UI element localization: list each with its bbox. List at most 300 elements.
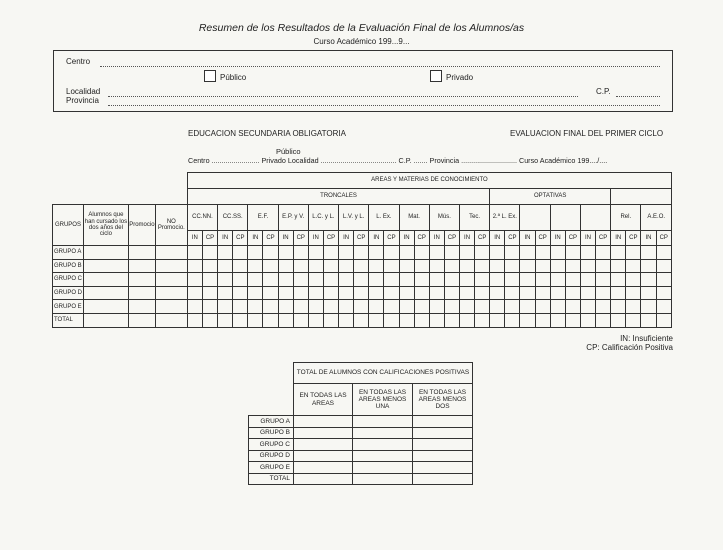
grid-cell[interactable] (384, 313, 399, 327)
grid-cell[interactable] (580, 300, 595, 314)
grid-cell[interactable] (656, 273, 671, 287)
course-year: Curso Académico 199...9... (313, 37, 410, 46)
grid-cell[interactable] (202, 313, 217, 327)
grid-cell[interactable] (444, 259, 459, 273)
grid-cell[interactable] (444, 300, 459, 314)
grid-cell[interactable] (83, 246, 128, 260)
grid-cell[interactable] (596, 286, 611, 300)
grid-cell[interactable] (459, 273, 474, 287)
summary-cell[interactable] (353, 462, 413, 474)
grid-cell[interactable] (323, 286, 338, 300)
grid-cell[interactable] (339, 246, 354, 260)
grid-cell[interactable] (278, 246, 293, 260)
grid-cell[interactable] (611, 273, 626, 287)
grid-cell[interactable] (155, 273, 187, 287)
grid-cell[interactable] (505, 286, 520, 300)
localidad-field[interactable] (108, 96, 578, 97)
provincia-field[interactable] (108, 105, 660, 106)
grid-cell[interactable] (535, 273, 550, 287)
subject-header: Mús. (429, 205, 459, 231)
cp-header: CP (565, 231, 580, 246)
summary-cell[interactable] (413, 462, 473, 474)
grid-cell[interactable] (414, 313, 429, 327)
summary-cell[interactable] (353, 450, 413, 462)
summary-cell[interactable] (294, 439, 353, 451)
grid-cell[interactable] (490, 273, 505, 287)
grid-cell[interactable] (248, 286, 263, 300)
grid-cell[interactable] (202, 259, 217, 273)
grid-cell[interactable] (475, 273, 490, 287)
col-no-promocio: NO Promocio. (155, 205, 187, 246)
summary-cell[interactable] (294, 450, 353, 462)
group-label: GRUPO E (53, 300, 84, 314)
grid-cell[interactable] (611, 286, 626, 300)
grid-cell[interactable] (520, 246, 535, 260)
grid-cell[interactable] (263, 273, 278, 287)
grid-cell[interactable] (475, 286, 490, 300)
grid-cell[interactable] (611, 313, 626, 327)
grid-cell[interactable] (83, 313, 128, 327)
grid-cell[interactable] (414, 259, 429, 273)
grid-cell[interactable] (369, 313, 384, 327)
grid-cell[interactable] (202, 300, 217, 314)
grid-cell[interactable] (354, 259, 369, 273)
grid-cell[interactable] (505, 313, 520, 327)
grid-cell[interactable] (490, 259, 505, 273)
grid-cell[interactable] (565, 300, 580, 314)
grid-cell[interactable] (429, 273, 444, 287)
grid-cell[interactable] (155, 259, 187, 273)
grid-cell[interactable] (444, 286, 459, 300)
grid-cell[interactable] (278, 313, 293, 327)
grid-cell[interactable] (233, 300, 248, 314)
summary-corner-blank (249, 363, 294, 416)
grid-cell[interactable] (187, 300, 202, 314)
summary-cell[interactable] (294, 473, 353, 485)
grid-cell[interactable] (611, 246, 626, 260)
summary-cell[interactable] (353, 416, 413, 428)
grid-cell[interactable] (520, 286, 535, 300)
grid-cell[interactable] (293, 286, 308, 300)
summary-cell[interactable] (294, 462, 353, 474)
grid-cell[interactable] (641, 313, 656, 327)
grid-cell[interactable] (520, 259, 535, 273)
grid-cell[interactable] (520, 300, 535, 314)
grid-cell[interactable] (202, 246, 217, 260)
grid-cell[interactable] (354, 286, 369, 300)
grid-cell[interactable] (218, 286, 233, 300)
grid-cell[interactable] (580, 259, 595, 273)
grid-cell[interactable] (596, 273, 611, 287)
summary-cell[interactable] (413, 473, 473, 485)
subject-header: Rel. (611, 205, 641, 231)
grid-cell[interactable] (83, 300, 128, 314)
grid-cell[interactable] (596, 313, 611, 327)
grid-cell[interactable] (354, 273, 369, 287)
grid-cell[interactable] (339, 286, 354, 300)
grid-cell[interactable] (459, 300, 474, 314)
summary-row (249, 416, 473, 428)
grid-cell[interactable] (354, 246, 369, 260)
grid-cell[interactable] (369, 273, 384, 287)
cp-header: CP (596, 231, 611, 246)
subject-header: E.P. y V. (278, 205, 308, 231)
results-table (52, 172, 672, 328)
grid-cell[interactable] (611, 300, 626, 314)
areas-header: AREAS Y MATERIAS DE CONOCIMIENTO (187, 173, 671, 189)
grid-cell[interactable] (218, 246, 233, 260)
grid-cell[interactable] (218, 300, 233, 314)
grid-cell[interactable] (369, 246, 384, 260)
grid-cell[interactable] (128, 246, 155, 260)
summary-cell[interactable] (413, 427, 473, 439)
grid-cell[interactable] (384, 273, 399, 287)
grid-cell[interactable] (459, 246, 474, 260)
grid-cell[interactable] (248, 313, 263, 327)
grid-cell[interactable] (399, 300, 414, 314)
grid-cell[interactable] (263, 300, 278, 314)
in-header: IN (580, 231, 595, 246)
center-details-line: Centro ........................ Privado Localidad ...................................... C.P. ....... Provincia ............................ Curso Académico 199..../.... (188, 156, 608, 165)
grid-cell[interactable] (187, 286, 202, 300)
provincia-label: Provincia (66, 96, 99, 105)
group-label: GRUPO D (53, 286, 84, 300)
grid-cell[interactable] (429, 300, 444, 314)
group-label: TOTAL (53, 313, 84, 327)
grid-cell[interactable] (565, 313, 580, 327)
summary-cell[interactable] (413, 439, 473, 451)
summary-cell[interactable] (413, 416, 473, 428)
grid-cell[interactable] (369, 300, 384, 314)
grid-cell[interactable] (218, 259, 233, 273)
grid-cell[interactable] (155, 313, 187, 327)
summary-row-label: GRUPO E (249, 462, 294, 474)
summary-cell[interactable] (413, 450, 473, 462)
grid-cell[interactable] (626, 273, 641, 287)
grid-cell[interactable] (369, 286, 384, 300)
in-header: IN (520, 231, 535, 246)
cp-header: CP (475, 231, 490, 246)
in-header: IN (641, 231, 656, 246)
legend-cp: CP: Calificación Positiva (586, 343, 673, 352)
grid-cell[interactable] (505, 246, 520, 260)
in-header: IN (369, 231, 384, 246)
grid-cell[interactable] (520, 313, 535, 327)
publico-label: Público (220, 73, 247, 82)
grid-cell[interactable] (218, 273, 233, 287)
summary-row (249, 450, 473, 462)
grid-cell[interactable] (414, 300, 429, 314)
grid-cell[interactable] (248, 300, 263, 314)
group-label: GRUPO B (53, 259, 84, 273)
grid-cell[interactable] (429, 286, 444, 300)
subject-header: E.F. (248, 205, 278, 231)
cp-header: CP (505, 231, 520, 246)
grid-cell[interactable] (384, 300, 399, 314)
col-alumnos: Alumnos que han cursado los dos años del ciclo (83, 205, 128, 246)
grid-cell[interactable] (293, 300, 308, 314)
grid-cell[interactable] (550, 259, 565, 273)
grid-cell[interactable] (475, 246, 490, 260)
grid-cell[interactable] (490, 286, 505, 300)
grid-cell[interactable] (550, 300, 565, 314)
in-header: IN (187, 231, 202, 246)
summary-row-label: GRUPO C (249, 439, 294, 451)
grid-cell[interactable] (323, 259, 338, 273)
grid-cell[interactable] (565, 286, 580, 300)
grid-cell[interactable] (399, 286, 414, 300)
grid-cell[interactable] (565, 259, 580, 273)
grid-cell[interactable] (187, 313, 202, 327)
subject-header: L. Ex. (369, 205, 399, 231)
grid-cell[interactable] (535, 246, 550, 260)
centro-field[interactable] (100, 66, 660, 67)
summary-row (249, 427, 473, 439)
grid-cell[interactable] (323, 300, 338, 314)
summary-col-header: EN TODAS LAS AREAS (294, 384, 353, 416)
extra-header-blank (611, 189, 672, 205)
group-label: GRUPO A (53, 246, 84, 260)
grid-cell[interactable] (459, 286, 474, 300)
grid-cell[interactable] (233, 286, 248, 300)
grid-cell[interactable] (656, 246, 671, 260)
in-header: IN (399, 231, 414, 246)
grid-cell[interactable] (626, 246, 641, 260)
grid-cell[interactable] (626, 286, 641, 300)
privado-label: Privado (446, 73, 474, 82)
grid-cell[interactable] (444, 246, 459, 260)
grid-cell[interactable] (263, 286, 278, 300)
summary-header: TOTAL DE ALUMNOS CON CALIFICACIONES POSITIVAS (294, 363, 473, 384)
cp-header: CP (535, 231, 550, 246)
grid-cell[interactable] (535, 286, 550, 300)
grid-cell[interactable] (565, 273, 580, 287)
summary-row-label: GRUPO B (249, 427, 294, 439)
summary-cell[interactable] (294, 416, 353, 428)
grid-cell[interactable] (656, 286, 671, 300)
grid-cell[interactable] (83, 259, 128, 273)
grid-cell[interactable] (202, 286, 217, 300)
grid-cell[interactable] (128, 259, 155, 273)
grid-cell[interactable] (414, 246, 429, 260)
grid-cell[interactable] (248, 246, 263, 260)
grid-cell[interactable] (369, 259, 384, 273)
cp-header: CP (626, 231, 641, 246)
grid-cell[interactable] (339, 259, 354, 273)
grid-cell[interactable] (339, 273, 354, 287)
grid-cell[interactable] (596, 259, 611, 273)
grid-cell[interactable] (490, 313, 505, 327)
cp-header: CP (656, 231, 671, 246)
grid-cell[interactable] (429, 313, 444, 327)
grid-cell[interactable] (263, 259, 278, 273)
grid-cell[interactable] (580, 246, 595, 260)
grid-cell[interactable] (308, 313, 323, 327)
grid-cell[interactable] (155, 300, 187, 314)
grid-cell[interactable] (248, 259, 263, 273)
grid-cell[interactable] (550, 246, 565, 260)
grid-cell[interactable] (308, 286, 323, 300)
grid-cell[interactable] (656, 259, 671, 273)
grid-cell[interactable] (626, 300, 641, 314)
grid-cell[interactable] (278, 300, 293, 314)
grid-cell[interactable] (611, 259, 626, 273)
grid-cell[interactable] (459, 313, 474, 327)
summary-cell[interactable] (353, 439, 413, 451)
grid-cell[interactable] (505, 300, 520, 314)
grid-cell[interactable] (233, 313, 248, 327)
grid-cell[interactable] (187, 273, 202, 287)
cp-header: CP (263, 231, 278, 246)
grid-cell[interactable] (384, 286, 399, 300)
grid-cell[interactable] (641, 259, 656, 273)
grid-cell[interactable] (580, 313, 595, 327)
grid-cell[interactable] (414, 286, 429, 300)
grid-cell[interactable] (308, 273, 323, 287)
publico-checkbox[interactable] (204, 70, 216, 82)
grid-cell[interactable] (626, 259, 641, 273)
grid-cell[interactable] (128, 313, 155, 327)
grid-cell[interactable] (354, 313, 369, 327)
in-header: IN (490, 231, 505, 246)
grid-cell[interactable] (550, 273, 565, 287)
summary-row (249, 473, 473, 485)
grid-cell[interactable] (399, 273, 414, 287)
grid-cell[interactable] (505, 273, 520, 287)
grid-cell[interactable] (278, 259, 293, 273)
grid-cell[interactable] (83, 286, 128, 300)
grid-cell[interactable] (263, 313, 278, 327)
grid-cell[interactable] (187, 259, 202, 273)
summary-row-label: GRUPO D (249, 450, 294, 462)
grid-cell[interactable] (278, 286, 293, 300)
grid-cell[interactable] (535, 313, 550, 327)
legend-in: IN: Insuficiente (620, 334, 673, 343)
summary-cell[interactable] (353, 427, 413, 439)
grid-cell[interactable] (83, 273, 128, 287)
grid-cell[interactable] (656, 300, 671, 314)
grid-cell[interactable] (596, 246, 611, 260)
grid-cell[interactable] (128, 300, 155, 314)
grid-cell[interactable] (339, 300, 354, 314)
grid-cell[interactable] (278, 273, 293, 287)
summary-row-label: TOTAL (249, 473, 294, 485)
grid-cell[interactable] (596, 300, 611, 314)
grid-cell[interactable] (263, 246, 278, 260)
cp-header: CP (233, 231, 248, 246)
grid-cell[interactable] (475, 300, 490, 314)
optativas-header: OPTATIVAS (490, 189, 611, 205)
center-info-box (53, 50, 673, 112)
grid-cell[interactable] (490, 246, 505, 260)
grid-cell[interactable] (354, 300, 369, 314)
grid-cell[interactable] (580, 286, 595, 300)
grid-cell[interactable] (444, 273, 459, 287)
grid-cell[interactable] (218, 313, 233, 327)
grid-cell[interactable] (399, 259, 414, 273)
grid-cell[interactable] (656, 313, 671, 327)
grid-cell[interactable] (414, 273, 429, 287)
grid-cell[interactable] (399, 313, 414, 327)
grid-cell[interactable] (308, 300, 323, 314)
grid-cell[interactable] (535, 259, 550, 273)
grid-cell[interactable] (155, 246, 187, 260)
grid-cell[interactable] (308, 259, 323, 273)
grid-cell[interactable] (384, 246, 399, 260)
grid-cell[interactable] (339, 313, 354, 327)
grid-cell[interactable] (233, 259, 248, 273)
grid-cell[interactable] (550, 313, 565, 327)
in-header: IN (248, 231, 263, 246)
in-header: IN (218, 231, 233, 246)
grid-cell[interactable] (490, 300, 505, 314)
grid-cell[interactable] (429, 259, 444, 273)
grid-cell[interactable] (641, 246, 656, 260)
table-row (53, 246, 672, 260)
col-promocio: Promocio (128, 205, 155, 246)
subject-header (550, 205, 580, 231)
grid-cell[interactable] (187, 246, 202, 260)
grid-cell[interactable] (459, 259, 474, 273)
grid-cell[interactable] (429, 246, 444, 260)
summary-col-header: EN TODAS LAS AREAS MENOS DOS (413, 384, 473, 416)
grid-cell[interactable] (641, 273, 656, 287)
grid-cell[interactable] (475, 313, 490, 327)
grid-cell[interactable] (641, 300, 656, 314)
grid-cell[interactable] (505, 259, 520, 273)
cp-header: CP (354, 231, 369, 246)
grid-cell[interactable] (233, 246, 248, 260)
grid-cell[interactable] (155, 286, 187, 300)
subject-header: 2.ª L. Ex. (490, 205, 520, 231)
grid-cell[interactable] (550, 286, 565, 300)
grid-cell[interactable] (399, 246, 414, 260)
grid-cell[interactable] (444, 313, 459, 327)
grid-cell[interactable] (293, 259, 308, 273)
table-row (53, 300, 672, 314)
grid-cell[interactable] (293, 313, 308, 327)
publico-small-label: Público (276, 147, 301, 156)
summary-cell[interactable] (353, 473, 413, 485)
grid-cell[interactable] (520, 273, 535, 287)
grid-cell[interactable] (248, 273, 263, 287)
cp-header: CP (323, 231, 338, 246)
grid-cell[interactable] (308, 246, 323, 260)
cp-field[interactable] (616, 96, 660, 97)
grid-cell[interactable] (233, 273, 248, 287)
grid-cell[interactable] (641, 286, 656, 300)
grid-cell[interactable] (323, 246, 338, 260)
grid-cell[interactable] (475, 259, 490, 273)
grid-cell[interactable] (535, 300, 550, 314)
grid-cell[interactable] (293, 246, 308, 260)
in-header: IN (550, 231, 565, 246)
grid-cell[interactable] (202, 273, 217, 287)
summary-col-header: EN TODAS LAS AREAS MENOS UNA (353, 384, 413, 416)
grid-cell[interactable] (128, 273, 155, 287)
summary-cell[interactable] (294, 427, 353, 439)
grid-cell[interactable] (293, 273, 308, 287)
left-header-blank (53, 173, 188, 205)
privado-checkbox[interactable] (430, 70, 442, 82)
grid-cell[interactable] (323, 273, 338, 287)
grid-cell[interactable] (565, 246, 580, 260)
grid-cell[interactable] (128, 286, 155, 300)
grid-cell[interactable] (384, 259, 399, 273)
grid-cell[interactable] (580, 273, 595, 287)
grid-cell[interactable] (626, 313, 641, 327)
grid-cell[interactable] (323, 313, 338, 327)
